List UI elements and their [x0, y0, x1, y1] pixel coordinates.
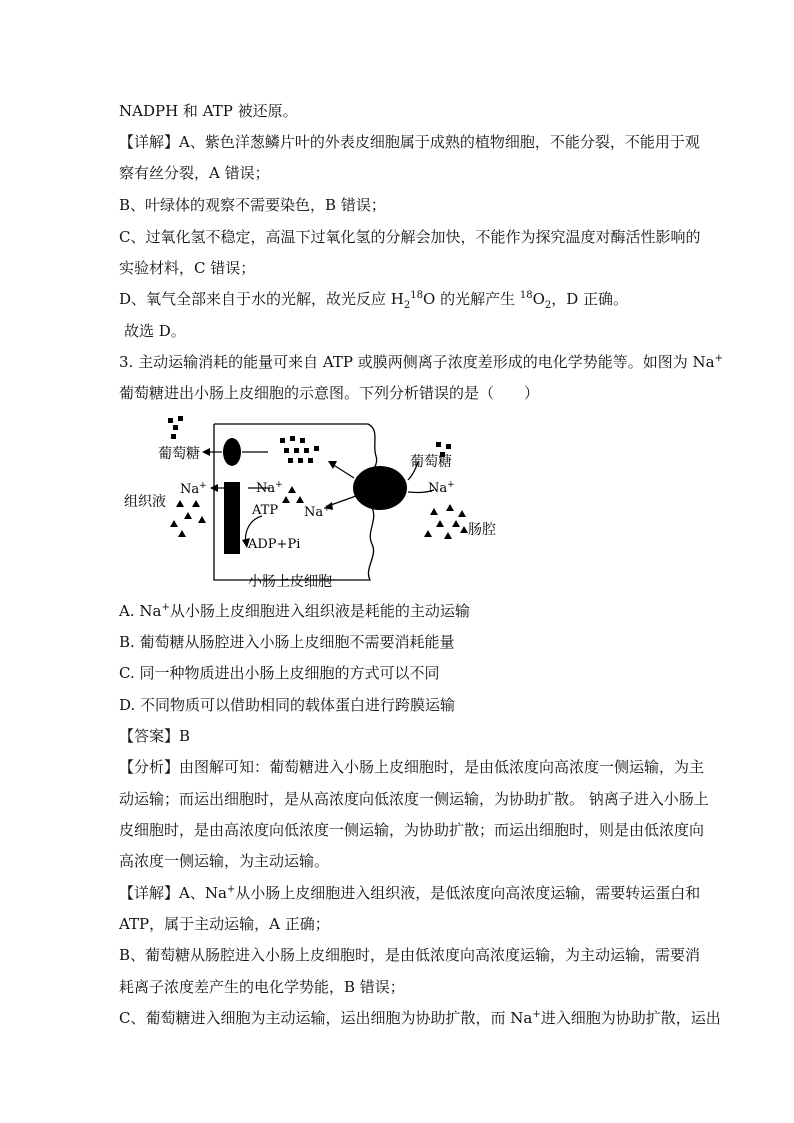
diagram-svg [118, 408, 538, 598]
na-ions-lumen [424, 504, 468, 539]
label-cell: 小肠上皮细胞 [248, 574, 332, 590]
glucose-carrier [223, 438, 241, 466]
detail-line: ATP，属于主动运输，A 正确； [119, 915, 330, 933]
question-stem: 3. 主动运输消耗的能量可来自 ATP 或膜两侧离子浓度差形成的电化学势能等。如图为 Na+ [119, 353, 723, 371]
detail-line: C、葡萄糖进入细胞为主动运输，运出细胞为协助扩散，而 Na+进入细胞为协助扩散，运出 [119, 1009, 721, 1027]
label-na-right: Na+ [428, 480, 455, 496]
analysis-line: 【分析】由图解可知：葡萄糖进入小肠上皮细胞时，是由低浓度向高浓度一侧运输，为主 [119, 758, 705, 776]
arrow [332, 464, 354, 478]
analysis-line: 高浓度一侧运输，为主动运输。 [119, 852, 330, 870]
prev-option-d: D、氧气全部来自于水的光解，故光反应 $H_2^{18}O$ 的光解产生 $^{18}O_2$，D 正确。 [119, 290, 629, 311]
option-b: B. 葡萄糖从肠腔进入小肠上皮细胞不需要消耗能量 [119, 633, 455, 651]
label-glucose-right: 葡萄糖 [410, 454, 452, 470]
glucose-molecules-outside [168, 416, 183, 439]
analysis-line: 皮细胞时，是由高浓度向低浓度一侧运输，为协助扩散；而运出细胞时，则是由低浓度向 [119, 821, 705, 839]
na-k-pump [224, 482, 240, 554]
arrow-head [328, 461, 337, 469]
label-na-inside: Na+ [304, 504, 331, 520]
detail-line: 【详解】A、Na+从小肠上皮细胞进入组织液，是低浓度向高浓度运输，需要转运蛋白和 [119, 884, 701, 902]
label-tissue-fluid: 组织液 [124, 494, 166, 510]
option-c: C. 同一种物质进出小肠上皮细胞的方式可以不同 [119, 664, 440, 682]
label-atp: ATP [252, 503, 279, 518]
detail-line: 耗离子浓度差产生的电化学势能，B 错误； [119, 978, 405, 996]
option-a: A. Na+从小肠上皮细胞进入组织液是耗能的主动运输 [119, 602, 470, 620]
label-intestine-lumen: 肠腔 [468, 522, 496, 538]
prev-option-c: C、过氧化氢不稳定，高温下过氧化氢的分解会加快，不能作为探究温度对酶活性影响的 [119, 228, 701, 246]
question-stem: 葡萄糖进出小肠上皮细胞的示意图。下列分析错误的是（ ） [119, 384, 540, 402]
label-na-pump: Na+ [256, 480, 283, 496]
arrow-head [202, 448, 210, 456]
label-glucose-left: 葡萄糖 [158, 446, 200, 462]
cell-transport-figure [118, 408, 538, 598]
cotransporter [353, 466, 407, 510]
prev-option-b: B、叶绿体的观察不需要染色，B 错误； [119, 196, 386, 214]
prev-detail-line: 察有丝分裂，A 错误； [119, 164, 270, 182]
prev-option-c: 实验材料，C 错误； [119, 259, 256, 277]
label-adp: ADP+Pi [248, 537, 301, 552]
answer-line: 【答案】B [119, 727, 191, 745]
glucose-molecules-inside [280, 436, 319, 463]
na-ions-inside [282, 486, 304, 503]
option-d: D. 不同物质可以借助相同的载体蛋白进行跨膜运输 [119, 696, 456, 714]
analysis-line: 动运输；而运出细胞时，是从高浓度向低浓度一侧运输，为协助扩散。 钠离子进入小肠上 [119, 790, 709, 808]
detail-line: B、葡萄糖从肠腔进入小肠上皮细胞时，是由低浓度向高浓度运输，为主动运输，需要消 [119, 946, 701, 964]
prev-choose: 故选 D。 [124, 322, 186, 340]
label-na-left: Na+ [180, 481, 207, 497]
na-ions-tissue [170, 500, 206, 537]
prev-text-line: NADPH 和 ATP 被还原。 [119, 102, 298, 120]
prev-detail-line: 【详解】A、紫色洋葱鳞片叶的外表皮细胞属于成熟的植物细胞，不能分裂，不能用于观 [119, 133, 700, 151]
